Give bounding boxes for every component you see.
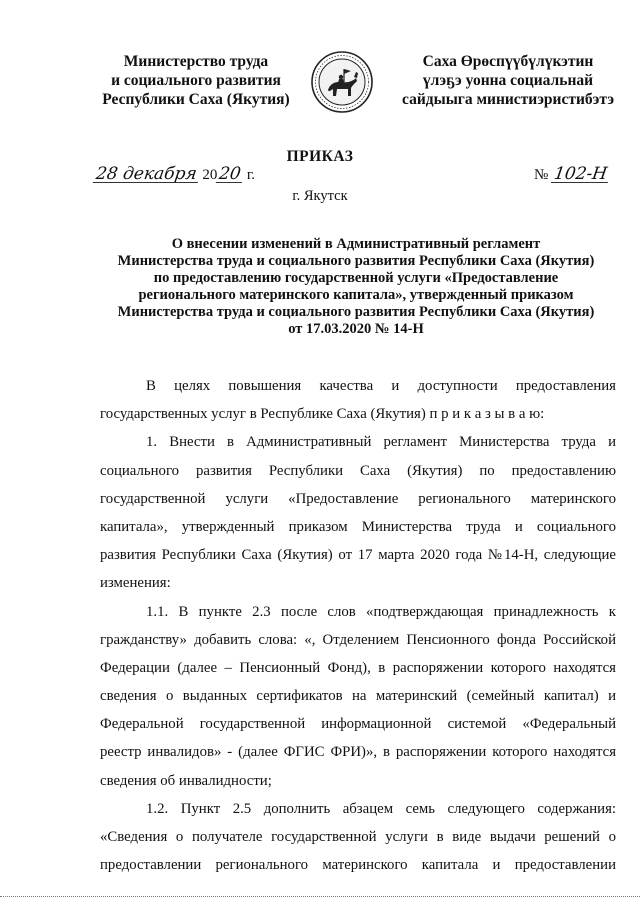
body-line: 1. Внести в Административный регламент Министерства труда и <box>146 434 616 451</box>
document-title: ПРИКАЗ <box>286 148 354 165</box>
order-number <box>534 166 609 184</box>
order-date <box>94 166 255 184</box>
body-line: 1.2. Пункт 2.5 дополнить абзацем семь следующего содержания: <box>146 800 616 817</box>
body-line: изменения: <box>100 575 171 592</box>
body-line: Федеральной государственной информационной системой «Федеральный <box>100 716 616 733</box>
body-line: В целях повышения качества и доступности предоставления <box>146 378 616 394</box>
number-prefix: № <box>534 167 553 183</box>
body-line: сведения об инвалидности; <box>100 772 272 789</box>
ministry-name-sah-line-2: үлэҕэ уонна социальнай <box>422 72 594 89</box>
heading-line: О внесении изменений в Административный регламент <box>171 236 541 252</box>
ministry-name-sah-line-3: сайдыыга министиэристибэтэ <box>402 91 615 108</box>
body-line: «Сведения о получателе государственной услуги в виде выдачи решений о <box>100 829 616 845</box>
city: г. Якутск <box>292 188 348 204</box>
handwritten-year: 20 <box>218 164 243 184</box>
ministry-name-russian <box>96 52 296 109</box>
ministry-name-ru-line-2: и социального развития <box>111 72 281 89</box>
handwritten-date: 28 декабря <box>94 164 199 184</box>
body-line: развития Республики Саха (Якутия) от 17 марта 2020 года №14-Н, следующие <box>100 547 616 564</box>
body-line: капитала», утвержденный приказом Министерства труда и социального <box>100 518 616 535</box>
body-line: государственной услуги «Предоставление регионального материнского <box>100 490 616 507</box>
year-prefix: 20 <box>202 167 218 183</box>
ministry-name-sah-line-1: Саха Өрөспүүбүлүкэтин <box>422 53 594 70</box>
handwritten-number: 102-Н <box>552 164 609 184</box>
body-line: сведения о выданных сертификатов на материнский (семейный капитал) и <box>100 688 616 705</box>
ministry-name-yakut <box>402 52 614 109</box>
order-body <box>100 372 616 879</box>
heading-line: Министерства труда и социального развития Республики Саха (Якутия) <box>117 253 595 269</box>
year-suffix: г. <box>243 167 256 183</box>
body-line: гражданству» добавить слова: «, Отделением Пенсионного фонда Российской <box>100 631 616 648</box>
heading-line: по предоставлению государственной услуги «Предоставление <box>153 270 559 286</box>
page-edge-divider <box>0 896 640 897</box>
ministry-name-ru-line-1: Министерство труда <box>123 53 269 70</box>
order-heading <box>96 236 616 338</box>
body-line: государственных услуг в Республике Саха (Якутия) п р и к а з ы в а ю: <box>100 406 545 423</box>
heading-line: от 17.03.2020 № 14-Н <box>288 321 424 337</box>
heading-line: Министерства труда и социального развития Республики Саха (Якутия) <box>117 304 595 320</box>
heading-line: регионального материнского капитала», утвержденный приказом <box>138 287 574 303</box>
ministry-name-ru-line-3: Республики Саха (Якутия) <box>102 91 290 108</box>
body-line: 1.1. В пункте 2.3 после слов «подтверждающая принадлежность к <box>146 603 616 620</box>
body-line: Федерации (далее – Пенсионный Фонд), в распоряжении которого находятся <box>100 659 616 676</box>
body-line: реестр инвалидов» - (далее ФГИС ФРИ)», в распоряжении которого находятся <box>100 744 616 761</box>
coat-of-arms-icon <box>310 50 374 114</box>
body-line: предоставлении регионального материнского капитала и предоставлении <box>100 857 616 874</box>
body-line: социального развития Республики Саха (Якутия) по предоставлению <box>100 462 616 479</box>
